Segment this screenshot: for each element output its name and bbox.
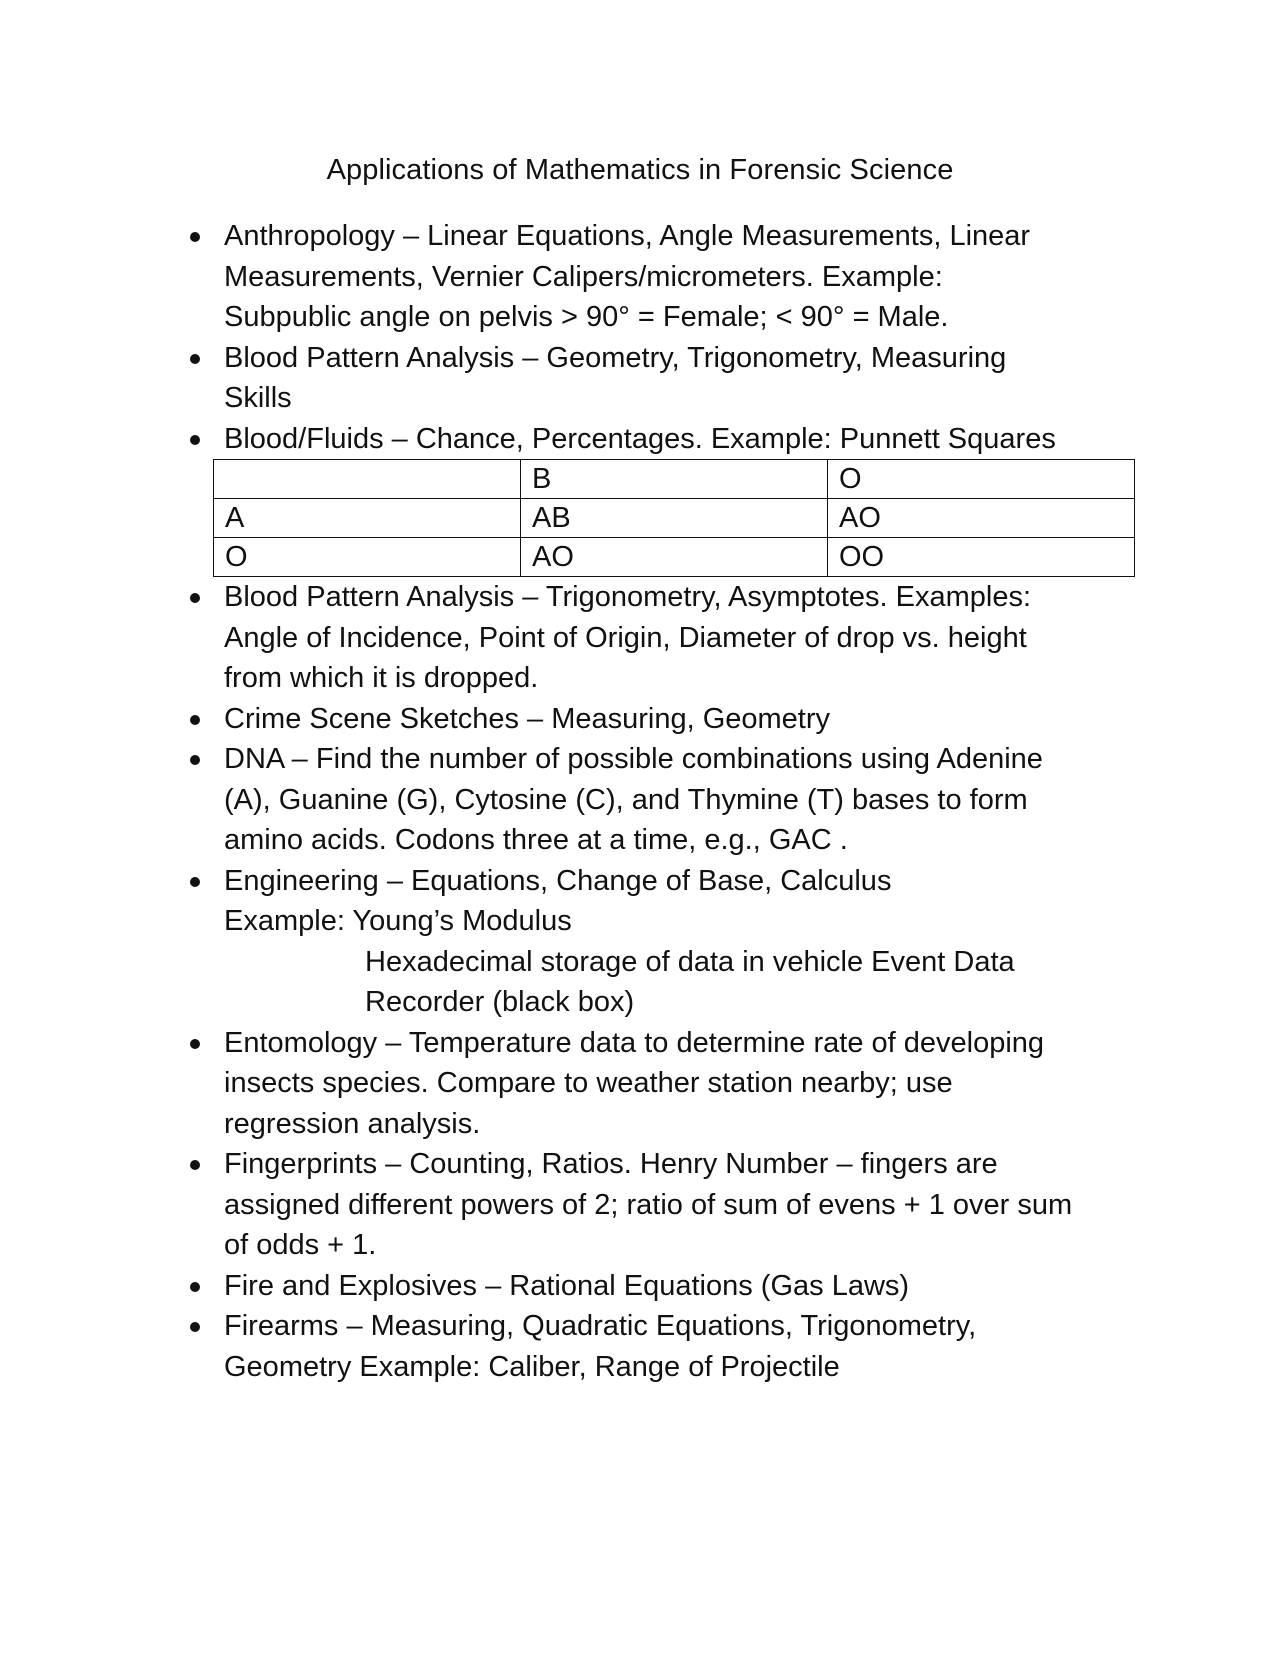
list-item-line: (A), Guanine (G), Cytosine (C), and Thymine (T) bases to form — [224, 783, 1028, 816]
list-item-anthropology — [186, 216, 1136, 338]
list-item-line: Entomology – Temperature data to determine rate of developing — [224, 1026, 1045, 1059]
list-item-line: Recorder (black box) — [365, 986, 635, 1018]
bullet-icon — [190, 877, 200, 887]
list-item-dna — [186, 739, 1136, 861]
list-item-fire-and-explosives — [186, 1266, 1136, 1307]
bullet-icon — [190, 232, 200, 242]
list-item-line: Blood Pattern Analysis – Geometry, Trigonometry, Measuring — [224, 341, 1007, 374]
list-item-line: Subpublic angle on pelvis > 90° = Female; < 90° = Male. — [224, 301, 949, 333]
table-cell: AO — [828, 499, 1135, 538]
bullet-icon — [190, 1322, 200, 1332]
list-item-line: Firearms – Measuring, Quadratic Equations, Trigonometry, — [224, 1310, 977, 1342]
list-item-line: Angle of Incidence, Point of Origin, Diameter of drop vs. height — [224, 621, 1027, 654]
list-item-firearms — [186, 1306, 1136, 1387]
table-cell: OO — [828, 538, 1135, 577]
list-item-line: DNA – Find the number of possible combinations using Adenine — [224, 743, 1043, 775]
bullet-icon — [190, 1160, 200, 1170]
bullet-icon — [190, 715, 200, 725]
list-item-line: amino acids. Codons three at a time, e.g., GAC . — [224, 824, 848, 856]
list-item-line: Fire and Explosives – Rational Equations (Gas Laws) — [224, 1269, 910, 1302]
bullet-icon — [190, 354, 200, 364]
page-title: Applications of Mathematics in Forensic Science — [326, 154, 954, 186]
list-item-line: regression analysis. — [224, 1107, 481, 1140]
list-item-fingerprints — [186, 1144, 1136, 1266]
list-item-line: Anthropology – Linear Equations, Angle Measurements, Linear — [224, 220, 1031, 252]
list-item-line: Engineering – Equations, Change of Base, Calculus — [224, 864, 892, 897]
bullet-list — [186, 216, 1136, 1387]
bullet-icon — [190, 1039, 200, 1049]
list-item-blood-pattern-analysis — [186, 338, 1136, 419]
list-item-blood-pattern-analysis-2 — [186, 577, 1136, 699]
list-item-line: Example: Young’s Modulus — [224, 905, 572, 937]
table-cell: AB — [521, 499, 828, 538]
table-row — [214, 460, 1135, 499]
table-cell — [214, 460, 521, 499]
list-item-engineering — [186, 861, 1136, 1023]
list-item-line: Geometry Example: Caliber, Range of Projectile — [224, 1350, 840, 1383]
list-item-line: Blood Pattern Analysis – Trigonometry, Asymptotes. Examples: — [224, 581, 1032, 613]
table-cell: A — [214, 499, 521, 538]
list-item-line: Fingerprints – Counting, Ratios. Henry Number – fingers are — [224, 1148, 998, 1180]
list-item-blood-fluids — [186, 419, 1136, 460]
list-item-line: of odds + 1. — [224, 1229, 377, 1261]
list-item-line: Skills — [224, 382, 292, 414]
punnett-square-table — [213, 459, 1135, 577]
list-item-line: from which it is dropped. — [224, 662, 539, 694]
table-row — [214, 538, 1135, 577]
list-item-line: Crime Scene Sketches – Measuring, Geometry — [224, 702, 831, 735]
list-item-line: assigned different powers of 2; ratio of sum of evens + 1 over sum — [224, 1188, 1073, 1221]
table-cell: AO — [521, 538, 828, 577]
list-item-line: Measurements, Vernier Calipers/micrometers. Example: — [224, 260, 943, 293]
bullet-icon — [190, 593, 200, 603]
list-item-entomology — [186, 1023, 1136, 1145]
list-item-crime-scene-sketches — [186, 699, 1136, 740]
bullet-icon — [190, 435, 200, 445]
table-cell: B — [521, 460, 828, 499]
table-cell: O — [828, 460, 1135, 499]
list-item-line: Blood/Fluids – Chance, Percentages. Example: Punnett Squares — [224, 422, 1056, 455]
table-cell: O — [214, 538, 521, 577]
list-item-line: Hexadecimal storage of data in vehicle Event Data — [365, 945, 1015, 978]
table-row — [214, 499, 1135, 538]
list-item-line: insects species. Compare to weather station nearby; use — [224, 1067, 953, 1099]
bullet-icon — [190, 1282, 200, 1292]
bullet-icon — [190, 755, 200, 765]
